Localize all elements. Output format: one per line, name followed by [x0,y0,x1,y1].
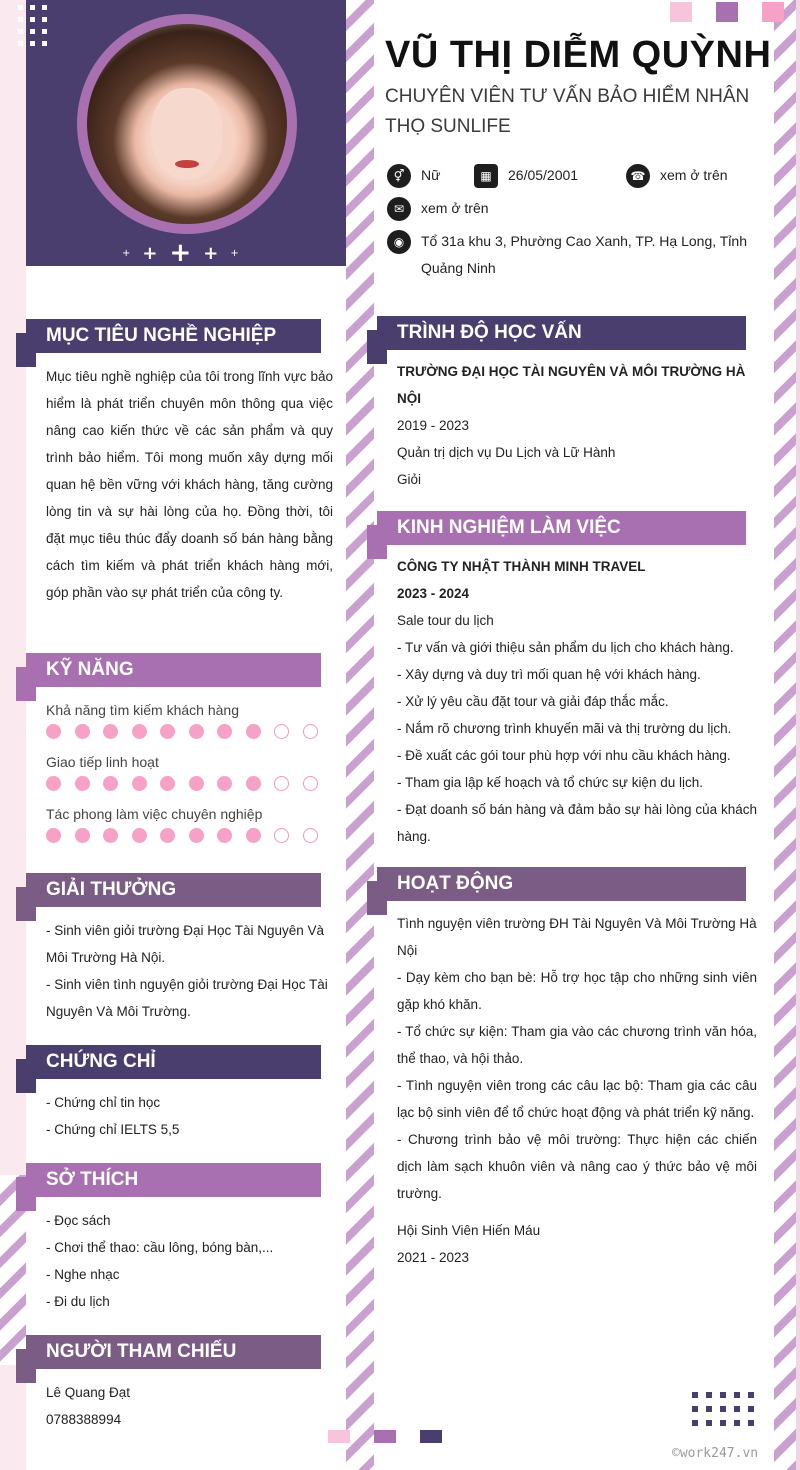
contact-birthday [474,162,578,189]
rating-dot-empty [274,828,289,843]
reference-phone: 0788388994 [46,1412,122,1427]
watermark: ©work247.vn [672,1446,759,1461]
rating-dot-empty [303,724,318,739]
rating-dot-filled [46,724,61,739]
awards-list [46,917,336,1025]
hobbies-list [46,1207,336,1315]
list-item: - Đọc sách [46,1213,111,1228]
education-block [397,358,757,493]
rating-dot-filled [75,776,90,791]
rating-dot-filled [189,724,204,739]
plus-large-icon: + [169,238,192,268]
purple-square-decoration [374,1430,396,1443]
calendar-icon: ▦ [474,164,498,188]
education-grade: Giỏi [397,472,422,487]
pink-square-decoration [670,2,692,22]
activity-organization: Tình nguyện viên trường ĐH Tài Nguyên Và Môi Trường Hà Nội [397,916,757,958]
plus-small-icon: + [230,247,239,259]
experience-block [397,553,757,850]
rating-dot-filled [246,776,261,791]
avatar-lips [175,160,199,168]
list-item: - Nắm rõ chương trình khuyến mãi và thị trường du lịch. [397,721,732,736]
activities-block [397,910,757,1271]
right-edge-line [796,0,800,1470]
rating-dot-filled [189,828,204,843]
birthday-value: 26/05/2001 [508,167,579,183]
sparkle-decoration [122,238,239,268]
rating-dot-filled [132,828,147,843]
skill-rating [46,828,318,843]
contact-email [387,195,489,222]
photo-panel [26,0,346,266]
gender-value: Nữ [421,167,441,183]
list-item: - Tổ chức sự kiện: Tham gia vào các chương trình văn hóa, thể thao, và hội thảo. [397,1024,757,1066]
rating-dot-filled [160,828,175,843]
skill-label: Giao tiếp linh hoạt [46,754,159,770]
company-name: CÔNG TY NHẬT THÀNH MINH TRAVEL [397,559,646,574]
rating-dot-filled [246,828,261,843]
rating-dot-filled [103,776,118,791]
gender-icon: ⚥ [387,164,411,188]
dark-square-decoration [420,1430,442,1443]
purple-square-decoration [716,2,738,22]
job-title: CHUYÊN VIÊN TƯ VẤN BẢO HIỂM NHÂN THỌ SUNLIFE [385,86,750,137]
plus-icon: + [203,242,219,264]
rating-dot-filled [246,724,261,739]
contact-address [387,228,765,282]
education-major: Quản trị dịch vụ Du Lịch và Lữ Hành [397,445,616,460]
list-item: - Xử lý yêu cầu đặt tour và giải đáp thắc mắc. [397,694,669,709]
list-item: - Chương trình bảo vệ môi trường: Thực hiện các chiến dịch làm sạch khuôn viên và nâng cao ý thức bảo vệ môi trường. [397,1132,757,1201]
rating-dot-filled [46,828,61,843]
school-name: TRƯỜNG ĐẠI HỌC TÀI NGUYÊN VÀ MÔI TRƯỜNG HÀ NỘI [397,364,746,406]
location-icon: ◉ [387,230,411,254]
rating-dot-filled [189,776,204,791]
email-value: xem ở trên [421,200,489,216]
list-item: - Đạt doanh số bán hàng và đảm bảo sự hài lòng của khách hàng. [397,802,757,844]
address-value: Tổ 31a khu 3, Phường Cao Xanh, TP. Hạ Long, Tỉnh Quảng Ninh [421,233,747,276]
rating-dot-filled [217,776,232,791]
rating-dot-filled [103,724,118,739]
rating-dot-empty [303,828,318,843]
rating-dot-empty [274,724,289,739]
list-item: - Đi du lịch [46,1294,110,1309]
center-stripe-decoration [346,0,374,1470]
avatar [87,24,287,224]
rating-dot-filled [75,828,90,843]
list-item: - Tình nguyện viên trong các câu lạc bộ: Tham gia các câu lạc bộ sinh viên để tổ chức hoạt động và phát triển kỹ năng. [397,1078,757,1120]
experience-period: 2023 - 2024 [397,586,470,601]
activity-period: 2021 - 2023 [397,1250,470,1265]
phone-value: xem ở trên [660,167,728,183]
avatar-frame [77,14,297,234]
rating-dot-filled [132,724,147,739]
rating-dot-empty [303,776,318,791]
dot-grid-decoration [18,5,47,46]
list-item: - Tư vấn và giới thiệu sản phẩm du lịch cho khách hàng. [397,640,734,655]
rating-dot-filled [132,776,147,791]
list-item: - Dạy kèm cho bạn bè: Hỗ trợ học tập cho những sinh viên gặp khó khăn. [397,970,757,1012]
list-item: - Nghe nhạc [46,1267,120,1282]
list-item: - Sinh viên tình nguyện giỏi trường Đại Học Tài Nguyên Và Môi Trường. [46,977,328,1019]
references-list [46,1379,336,1433]
list-item: - Chơi thể thao: cầu lông, bóng bàn,... [46,1240,274,1255]
list-item: - Chứng chỉ tin học [46,1095,161,1110]
reference-name: Lê Quang Đạt [46,1385,131,1400]
candidate-name: VŨ THỊ DIỄM QUỲNH [385,34,772,76]
list-item: - Sinh viên giỏi trường Đại Học Tài Nguyên Và Môi Trường Hà Nội. [46,923,325,965]
plus-small-icon: + [122,247,131,259]
rating-dot-filled [103,828,118,843]
rating-dot-filled [217,828,232,843]
experience-role: Sale tour du lịch [397,613,494,628]
phone-icon: ☎ [626,164,650,188]
activity-organization: Hội Sinh Viên Hiến Máu [397,1223,541,1238]
list-item: - Xây dựng và duy trì mối quan hệ với khách hàng. [397,667,701,682]
skill-label: Khả năng tìm kiếm khách hàng [46,702,240,718]
education-period: 2019 - 2023 [397,418,470,433]
rating-dot-filled [46,776,61,791]
rating-dot-empty [274,776,289,791]
list-item: - Tham gia lập kế hoạch và tổ chức sự kiện du lịch. [397,775,703,790]
certificates-list [46,1089,336,1143]
rating-dot-filled [217,724,232,739]
rating-dot-filled [160,776,175,791]
rating-dot-filled [75,724,90,739]
right-stripe-decoration [774,0,796,1470]
plus-icon: + [142,242,158,264]
list-item: - Chứng chỉ IELTS 5,5 [46,1122,180,1137]
contact-gender [387,162,440,189]
email-icon: ✉ [387,197,411,221]
objective-text: Mục tiêu nghề nghiệp của tôi trong lĩnh vực bảo hiểm là phát triển chuyên môn thông qua việc nâng cao kiến thức về các sản phẩm và quy trình bảo hiểm. Tôi mong muốn xây dựng mối quan hệ bền vững với khách hàng, tăng cường lòng tin và sự hài lòng của họ. Đồng thời, tôi đặt mục tiêu thúc đẩy doanh số bán hàng bằng cách tìm kiếm và phát triển khách hàng mới, góp phần vào sự phát triển của công ty. [46,369,333,600]
skill-label: Tác phong làm việc chuyên nghiệp [46,806,263,822]
contact-phone [626,162,728,189]
rating-dot-filled [160,724,175,739]
dot-grid-decoration [692,1392,753,1426]
skill-rating [46,724,318,739]
skill-rating [46,776,318,791]
pink-square-decoration [762,2,784,22]
list-item: - Đề xuất các gói tour phù hợp với nhu cầu khách hàng. [397,748,731,763]
